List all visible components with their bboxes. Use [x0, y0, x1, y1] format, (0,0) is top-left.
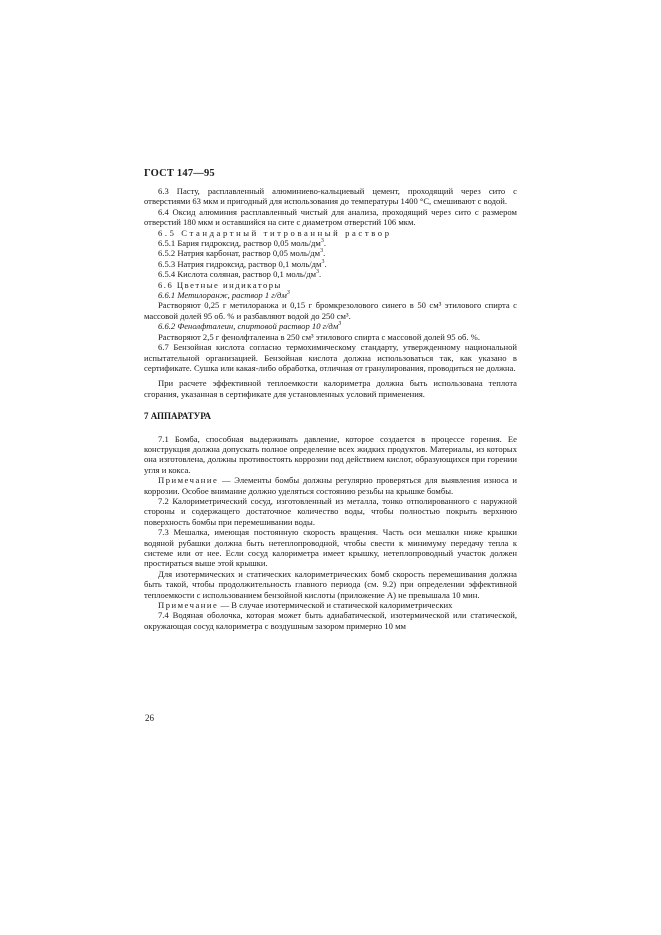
item-6-5-2-text: 6.5.2 Натрия карбонат, раствор 0,05 моль/дм — [158, 248, 321, 259]
item-6-5-4: 6.5.4 Кислота соляная, раствор 0,1 моль/$дм^3$. — [158, 269, 322, 280]
paragraph-7-1: 7.1 Бомба, способная выдерживать давление, которое создается в процессе горения. Ее конструкция должна допускать полное определение всех жидких продуктов. Материалы, из которых она изготовлена, должны противостоять коррозии под действием кислот, образующихся при горении угля и кокса. — [144, 433, 517, 475]
item-6-5-1: 6.5.1 Бария гидроксид, раствор 0,05 моль/$дм^3$. — [158, 238, 327, 249]
item-6-6-2-text: 6.6.2 Фенолфталеин, спиртовой раствор 10 г/дм — [158, 321, 339, 332]
note-2-text: — В случае изотермической и статической калориметрических — [218, 600, 453, 611]
item-6-5-4-text: 6.5.4 Кислота соляная, раствор 0,1 моль/дм — [158, 269, 317, 280]
note-1 — [144, 475, 517, 496]
paragraph-6-7: 6.7 Бензойная кислота согласно термохимическому стандарту, утвержденному национальной испытательной организацией. Бензойная кислота должна использоваться так, как указано в сертификате. Сушка или какая-либо обработка, отличная от гранулирования, проводиться не должна. — [144, 342, 517, 373]
document-body — [144, 186, 517, 631]
paragraph-7-3: 7.3 Мешалка, имеющая постоянную скорость вращения. Часть оси мешалки ниже крышки водяной рубашки должна быть нетеплопроводной, чтобы свести к минимуму передачу тепла к системе или от нее. Если сосуд калориметра имеет крышку, нетеплопроводный участок должен простираться выше этой крышки. — [144, 527, 517, 569]
heading-6-6: 6.6 Цветные индикаторы — [158, 279, 282, 290]
paragraph-7-2: 7.2 Калориметрический сосуд, изготовленный из металла, тонко отполированного с наружной стороны и содержащего достаточное количество воды, чтобы полностью покрыть верхнюю поверхность бомбы при перемешивании воды. — [144, 495, 517, 527]
note-2-label: Примечание — [158, 600, 219, 611]
item-6-5-3: 6.5.3 Натрия гидроксид, раствор 0,1 моль/$дм^3$. — [158, 258, 327, 269]
paragraph-6-6-1: Растворяют 0,25 г метилоранжа и 0,15 г бромкрезолового синего в 50 см³ этилового спирта с массовой долей 95 об. % и разбавляют водой до 250 см³. — [144, 300, 517, 321]
item-6-6-1-text: 6.6.1 Метилоранж, раствор 1 г/дм — [158, 290, 287, 301]
note-1-label: Примечание — [158, 475, 219, 486]
page-number: 26 — [145, 713, 154, 723]
note-1-text: — Элементы бомбы должны регулярно проверяться для выявления износа и коррозии. Особое внимание должно уделяться состоянию резьбы на крышке бомбы. — [144, 475, 517, 496]
item-6-5-1-text: 6.5.1 Бария гидроксид, раствор 0,05 моль/дм — [158, 238, 321, 249]
paragraph-7-3-b: Для изотермических и статических калориметрических бомб скорость перемешивания должна быть такой, чтобы продолжительность главного периода (см. 9.2) при определении эффективной теплоемкости с использованием бензойной кислоты (приложение А) не превышала 10 мин. — [144, 568, 517, 600]
paragraph-7-4: 7.4 Водяная оболочка, которая может быть адиабатической, изотермической или статической, окружающая сосуд калориметра с воздушным зазором примерно 10 мм — [144, 610, 517, 631]
standard-header: ГОСТ 147—95 — [144, 168, 215, 179]
section-7-title: 7 АППАРАТУРА — [144, 411, 212, 422]
item-6-5-2: 6.5.2 Натрия карбонат, раствор 0,05 моль/$дм^3$. — [158, 248, 326, 259]
heading-6-5: 6.5 Стандартный титрованный раствор — [158, 227, 392, 238]
paragraph-6-4: 6.4 Оксид алюминия расплавленный чистый для анализа, проходящий через сито с размером отверстий 180 мкм и оставшийся на сите с диаметром отверстий 106 мкм. — [144, 206, 517, 228]
paragraph-6-3: 6.3 Пасту, расплавленный алюминиево-кальциевый цемент, проходящий через сито с отверстиями 63 мкм и пригодный для использования до температуры 1400 °С, смешивают с водой. — [144, 186, 517, 207]
paragraph-6-6-2: Растворяют 2,5 г фенолфталеина в 250 см³ этилового спирта с массовой долей 95 об. %. — [158, 331, 480, 342]
item-6-5-3-text: 6.5.3 Натрия гидроксид, раствор 0,1 моль/дм — [158, 258, 322, 269]
item-6-6-2: 6.6.2 Фенолфталеин, спиртовой раствор 10 $г/дм^3$ — [158, 321, 342, 332]
note-2 — [144, 600, 517, 610]
paragraph-6-7-b: При расчете эффективной теплоемкости калориметра должна быть использована теплота сгорания, указанная в сертификате для установленных условий применения. — [144, 378, 517, 399]
item-6-6-1: 6.6.1 Метилоранж, раствор 1 $г/дм^3$ — [158, 290, 290, 301]
